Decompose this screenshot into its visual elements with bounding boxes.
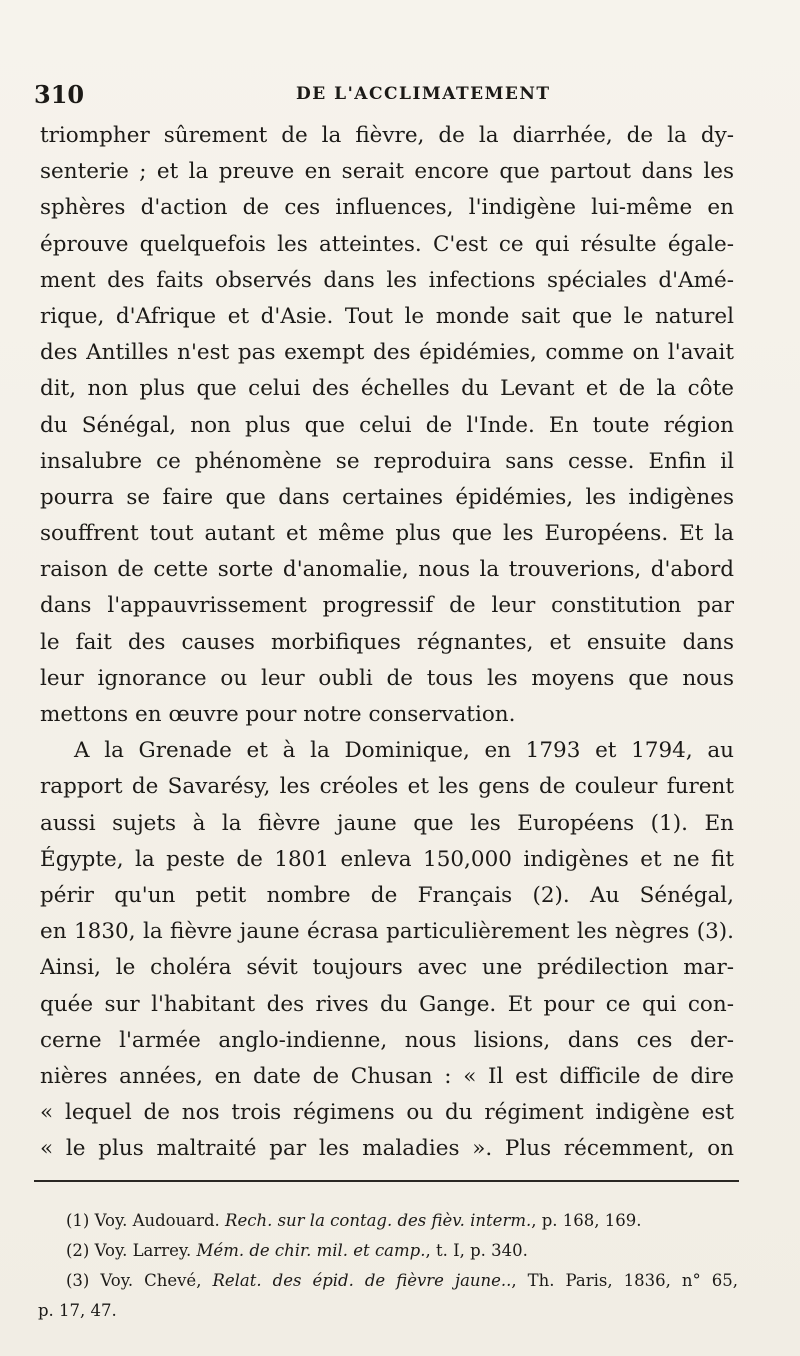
text-line: « le plus maltraité par les maladies ». Plus récemment, on [40, 1136, 734, 1162]
text-line: quée sur l'habitant des rives du Gange. Et pour ce qui con- [40, 991, 734, 1017]
footnote-3-rest: , Th. Paris, 1836, n° 65, [511, 1271, 738, 1290]
text-line: des Antilles n'est pas exempt des épidémies, comme on l'avait [40, 340, 734, 366]
text-line: en 1830, la fièvre jaune écrasa particulièrement les nègres (3). [40, 919, 734, 945]
footnote-3 [38, 1266, 738, 1296]
text-line: pourra se faire que dans certaines épidémies, les indigènes [40, 484, 734, 510]
footnote-divider [34, 1180, 739, 1182]
footnotes [38, 1206, 738, 1326]
footnote-1-title: Rech. sur la contag. des fièv. interm. [225, 1211, 532, 1230]
text-line: souffrent tout autant et même plus que les Européens. Et la [40, 521, 734, 547]
text-line: « lequel de nos trois régimens ou du régiment indigène est [40, 1100, 734, 1126]
running-head [34, 80, 734, 110]
footnote-2-rest: , t. I, p. 340. [425, 1241, 528, 1260]
text-line: dit, non plus que celui des échelles du Levant et de la côte [40, 376, 734, 402]
text-line: triompher sûrement de la fièvre, de la diarrhée, de la dy- [40, 123, 734, 148]
footnote-3-continuation: p. 17, 47. [38, 1301, 117, 1320]
text-line: sphères d'action de ces influences, l'indigène lui-même en [40, 195, 734, 221]
text-line: cerne l'armée anglo-indienne, nous lisions, dans ces der- [40, 1027, 734, 1053]
paragraph-start-line: A la Grenade et à la Dominique, en 1793 et 1794, au [74, 738, 734, 764]
text-line: périr qu'un petit nombre de Français (2). Au Sénégal, [40, 882, 734, 908]
text-line: ment des faits observés dans les infections spéciales d'Amé- [40, 267, 734, 293]
page-number: 310 [34, 80, 85, 109]
text-line: le fait des causes morbifiques régnantes, et ensuite dans [40, 629, 734, 655]
text-line: leur ignorance ou leur oubli de tous les moyens que nous [40, 665, 734, 691]
footnote-2 [38, 1236, 738, 1266]
text-line: Ainsi, le choléra sévit toujours avec une prédilection mar- [40, 955, 734, 981]
text-line: éprouve quelquefois les atteintes. C'est ce qui résulte égale- [40, 231, 734, 257]
text-line: aussi sujets à la fièvre jaune que les Européens (1). En [40, 810, 734, 836]
footnote-2-mark: (2) Voy. Larrey. [66, 1241, 192, 1260]
text-line: rapport de Savarésy, les créoles et les gens de couleur furent [40, 774, 734, 800]
text-line: rique, d'Afrique et d'Asie. Tout le monde sait que le naturel [40, 303, 734, 329]
footnote-1-rest: , p. 168, 169. [531, 1211, 642, 1230]
text-line: du Sénégal, non plus que celui de l'Inde. En toute région [40, 412, 734, 438]
footnote-3-title: Relat. des épid. de fièvre jaune.. [212, 1271, 512, 1290]
footnote-3-mark: (3) Voy. Chevé, [66, 1271, 202, 1290]
body-text [40, 118, 734, 1167]
text-line: raison de cette sorte d'anomalie, nous la trouverions, d'abord [40, 557, 734, 583]
running-title: DE L'ACCLIMATEMENT [296, 84, 551, 104]
text-line: nières années, en date de Chusan : « Il est difficile de dire [40, 1063, 734, 1089]
text-line: Égypte, la peste de 1801 enleva 150,000 indigènes et ne fit [40, 846, 734, 872]
text-line: insalubre ce phénomène se reproduira sans cesse. Enfin il [40, 448, 734, 474]
footnote-2-title: Mém. de chir. mil. et camp. [196, 1241, 426, 1260]
paragraph-end-line: mettons en œuvre pour notre conservation. [40, 702, 516, 727]
footnote-1 [38, 1206, 738, 1236]
text-line: dans l'appauvrissement progressif de leur constitution par [40, 593, 734, 619]
footnote-1-mark: (1) Voy. Audouard. [66, 1211, 220, 1230]
text-line: senterie ; et la preuve en serait encore que partout dans les [40, 159, 734, 185]
